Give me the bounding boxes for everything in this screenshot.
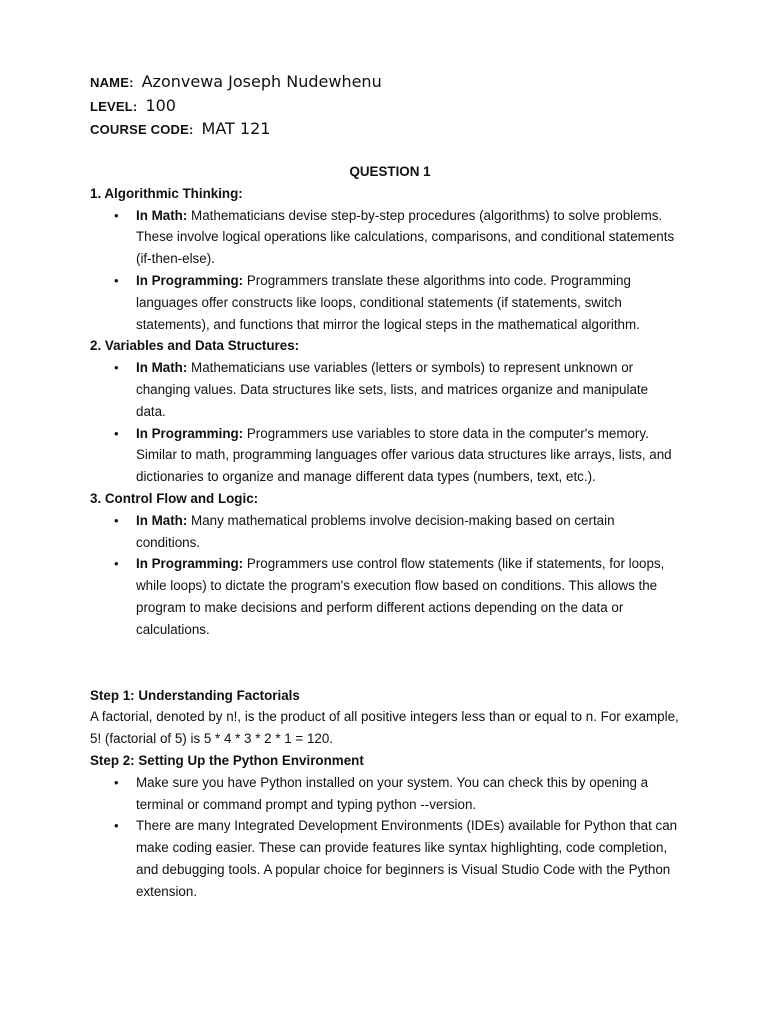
bullet-icon: •	[114, 207, 119, 223]
step1-paragraph: A factorial, denoted by n!, is the product of all positive integers less than or equal to n. For example, 5! (factorial of 5) is 5 * 4 * 3 * 2 * 1 = 120.	[90, 709, 679, 747]
section-heading: 2. Variables and Data Structures:	[90, 338, 300, 354]
item-text: Many mathematical problems involve decision-making based on certain conditions.	[136, 512, 615, 550]
section-list	[90, 510, 680, 641]
item-text: Mathematicians devise step-by-step procedures (algorithms) to solve problems. These involve logical operations like calculations, comparisons, and conditional statements (if-then-else).	[136, 207, 675, 267]
list-item	[90, 815, 680, 902]
course-row	[90, 119, 270, 138]
item-text: There are many Integrated Development Environments (IDEs) available for Python that can make coding easier. These can provide features like syntax highlighting, code completion, and debugging tools. A popular choice for beginners is Visual Studio Code with the Python extension.	[136, 818, 678, 899]
section-list	[90, 357, 680, 488]
item-text: Make sure you have Python installed on your system. You can check this by opening a terminal or command prompt and typing python --version.	[136, 774, 649, 812]
bullet-icon: •	[114, 818, 119, 834]
step2-heading: Step 2: Setting Up the Python Environment	[90, 752, 364, 768]
level-row	[90, 96, 176, 115]
list-item	[90, 270, 680, 335]
item-text: Mathematicians use variables (letters or symbols) to represent unknown or changing values. Data structures like sets, lists, and matrices organize and manipulate data.	[136, 360, 649, 419]
list-item	[90, 423, 680, 488]
name-value: Azonvewa Joseph Nudewhenu	[141, 72, 382, 91]
section-heading: 1. Algorithmic Thinking:	[90, 185, 243, 201]
list-item	[90, 772, 680, 816]
course-code-label: COURSE CODE:	[90, 122, 194, 137]
item-lead: In Programming:	[136, 272, 244, 288]
step1-heading: Step 1: Understanding Factorials	[90, 687, 300, 703]
level-label: LEVEL:	[90, 99, 138, 114]
item-text: Programmers translate these algorithms into code. Programming languages offer constructs like loops, conditional statements (if statements, switch statements), and functions that mirror the logical steps in the mathematical algorithm.	[136, 272, 640, 332]
bullet-icon: •	[114, 272, 119, 288]
list-item	[90, 553, 680, 640]
step2-list	[90, 772, 680, 903]
bullet-icon: •	[114, 512, 119, 528]
bullet-icon: •	[114, 556, 119, 572]
document-body	[90, 161, 680, 903]
item-lead: In Math:	[136, 360, 188, 376]
item-text: Programmers use variables to store data in the computer's memory. Similar to math, programming languages offer various data structures like arrays, lists, and dictionaries to organize and manage different data types (numbers, text, etc.).	[136, 425, 672, 485]
list-item	[90, 510, 680, 554]
name-label: NAME:	[90, 75, 134, 90]
section-heading: 3. Control Flow and Logic:	[90, 490, 259, 506]
question-title: QUESTION 1	[349, 164, 431, 179]
course-code-value: MAT 121	[201, 119, 271, 138]
bullet-icon: •	[114, 360, 119, 376]
list-item	[90, 205, 680, 270]
spacer	[90, 641, 680, 685]
item-lead: In Programming:	[136, 556, 244, 572]
bullet-icon: •	[114, 774, 119, 790]
item-lead: In Programming:	[136, 425, 244, 441]
name-row	[90, 72, 382, 91]
item-text: Programmers use control flow statements (like if statements, for loops, while loops) to dictate the program's execution flow based on conditions. This allows the program to make decisions and perform different actions depending on the data or calculations.	[136, 556, 665, 637]
list-item	[90, 357, 680, 422]
bullet-icon: •	[114, 425, 119, 441]
section-list	[90, 205, 680, 336]
item-lead: In Math:	[136, 512, 188, 528]
level-value: 100	[145, 96, 176, 115]
item-lead: In Math:	[136, 207, 188, 223]
